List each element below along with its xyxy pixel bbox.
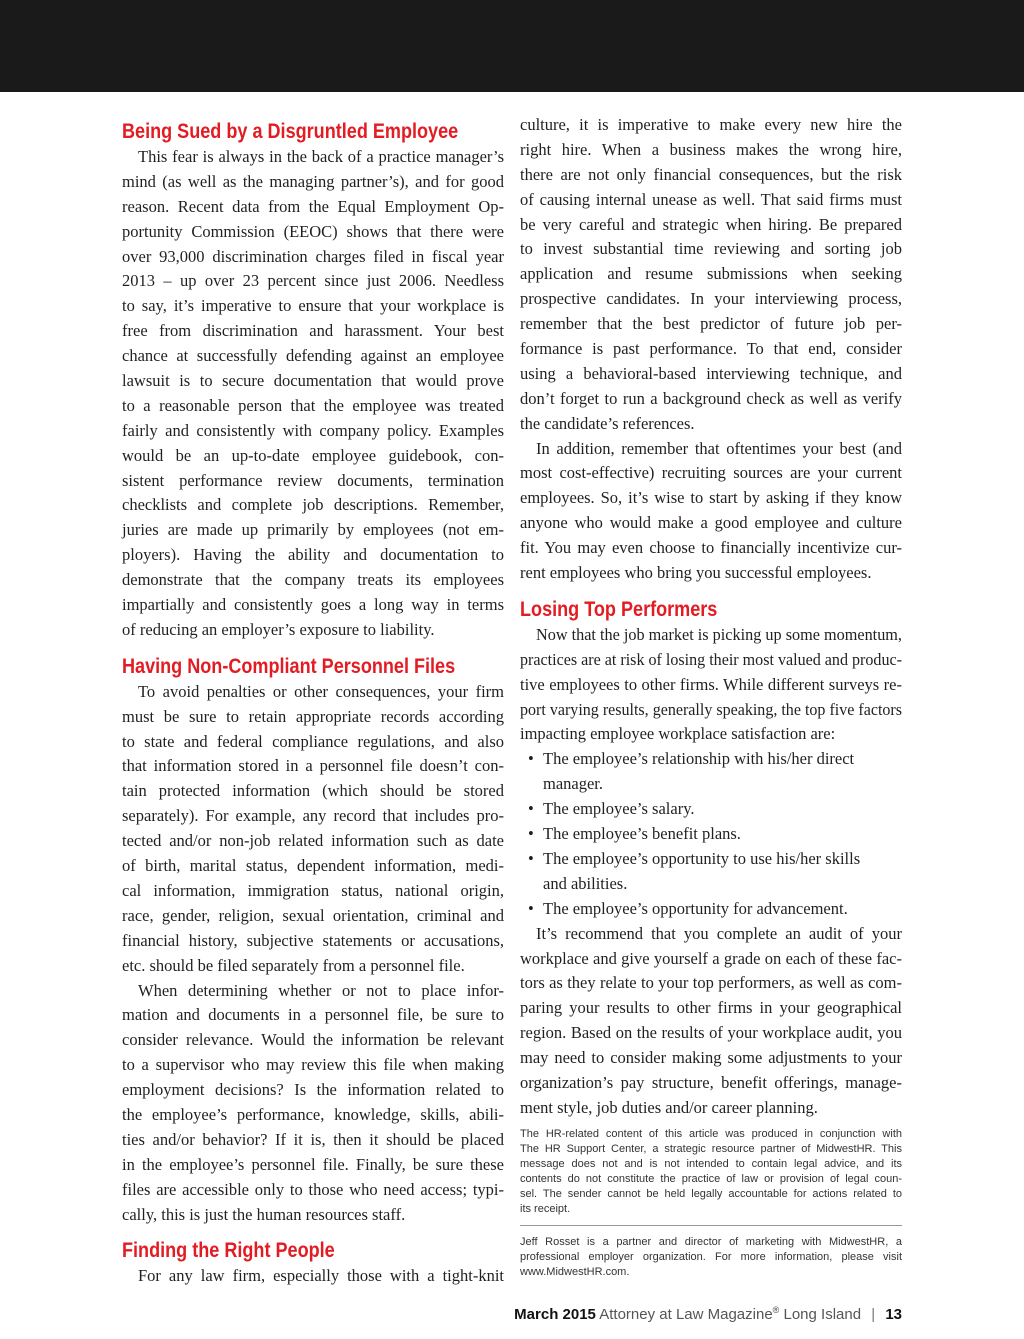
text-line [122,1153,504,1178]
text-line [520,1096,902,1121]
bullet-line-content: and abilities. [543,873,628,893]
text-line [520,461,902,486]
text-line [122,593,504,618]
text-line [122,319,504,344]
text-line-content: financial history, subjective statements or accusations, [122,930,504,950]
text-line-content: ployers). Having the ability and documentation to [122,545,504,565]
text-line-content: When determining whether or not to place infor- [138,980,504,1000]
text-line-content: chance at successfully defending against an employee [122,346,504,366]
bullet-item [520,847,902,897]
text-line-content: the employee’s performance, knowledge, skills, abili- [122,1104,504,1124]
bullet-list [520,747,902,921]
text-line [122,618,504,643]
text-line [122,1178,504,1203]
text-line-content: don’t forget to run a background check as well as verify [520,388,902,408]
text-line [520,971,902,996]
text-line [122,1078,504,1103]
paragraph [122,680,504,979]
bullet-icon: • [528,898,534,918]
paragraph [520,113,902,437]
text-line-content: tected and/or non-job related information such as date [122,831,504,851]
text-line [520,163,902,188]
text-line [122,680,504,705]
section-heading [122,654,504,680]
bullet-line [543,872,902,897]
text-line-content: mind (as well as the managing partner’s), and for good [122,171,504,191]
text-line [122,829,504,854]
text-line-content: tors as they relate to your top performers, as well as com- [520,973,902,993]
section-heading-text: Being Sued by a Disgruntled Employee [122,120,459,143]
small-text-content: Jeff Rosset is a partner and director of marketing with MidwestHR, a [520,1235,902,1248]
text-line [122,419,504,444]
text-line-content: formance is past performance. To that end, consider [520,339,902,359]
text-line [520,312,902,337]
small-text-line [520,1157,902,1172]
text-line [520,237,902,262]
text-line-content: workplace and give yourself a grade on each of these fac- [520,948,902,968]
text-line [122,518,504,543]
text-line-content: free from discrimination and harassment. Your best [122,321,504,341]
text-line-content: of reducing an employer’s exposure to liability. [122,619,435,639]
text-line [122,394,504,419]
text-line [520,486,902,511]
text-line-content: impartially and consistently goes a long way in terms [122,595,504,615]
text-line-content: cal information, immigration status, national origin, [122,880,504,900]
bullet-item [520,797,902,822]
text-line-content: would be an up-to-date employee guidebook, con- [122,445,504,465]
text-line-content: anyone who would make a good employee and culture [520,513,902,533]
text-line [520,362,902,387]
section-heading-text: Having Non-Compliant Personnel Files [122,654,456,678]
small-text-line [520,1142,902,1157]
text-line [122,444,504,469]
bullet-line [543,822,902,847]
text-line [520,673,902,698]
bullet-line-content: manager. [543,774,604,794]
paragraph [520,922,902,1121]
text-line [122,220,504,245]
text-line [122,294,504,319]
text-line-content: the candidate’s references. [520,413,695,433]
text-line [122,269,504,294]
text-line [122,344,504,369]
text-line [122,1203,504,1228]
text-line-content: To avoid penalties or other consequences, your firm [138,681,504,701]
text-line [520,412,902,437]
small-text-line [520,1172,902,1187]
footer-date: March 2015 [514,1306,596,1323]
text-line [520,996,902,1021]
text-line-content: application and resume submissions when seeking [520,264,902,284]
text-line [122,1028,504,1053]
text-line [520,188,902,213]
text-line [122,369,504,394]
bullet-item [520,822,902,847]
text-line [122,469,504,494]
text-line-content: tain protected information (which should be stored [122,781,504,801]
section-heading [520,597,902,623]
text-line [520,623,902,648]
text-line-content: most cost-effective) recruiting sources are your current [520,463,902,483]
text-line [122,493,504,518]
text-line-content: to invest substantial time reviewing and sorting job [520,239,902,259]
footer-edition: Long Island [783,1306,862,1323]
text-line [122,1128,504,1153]
text-line [122,979,504,1004]
bullet-line-content: The employee’s salary. [543,799,695,819]
bullet-item [520,747,902,797]
text-line-content: organization’s pay structure, benefit offerings, manage- [520,1072,902,1092]
text-line-content: in the employee’s personnel file. Finally, be sure these [122,1154,504,1174]
bullet-line [543,747,902,772]
text-line [122,568,504,593]
bullet-line [543,847,902,872]
text-line [520,511,902,536]
small-text-line [520,1265,902,1280]
bullet-item [520,897,902,922]
text-line-content: fairly and consistently with company policy. Examples [122,420,504,440]
text-line-content: For any law firm, especially those with a tight-knit [138,1266,504,1286]
text-line-content: prospective candidates. In your interviewing process, [520,289,902,309]
text-line-content: checklists and complete job descriptions. Remember, [122,495,504,515]
text-line-content: to a reasonable person that the employee was treated [122,395,504,415]
bullet-line-content: The employee’s opportunity to use his/her skills [543,848,861,868]
text-line-content: to state and federal compliance regulations, and also [122,731,504,751]
text-line-content: impacting employee workplace satisfaction are: [520,724,836,744]
small-text-content: its receipt. [520,1202,571,1215]
text-line-content: paring your results to other firms in your geographical [520,998,902,1018]
text-line-content: employment decisions? Is the information related to [122,1080,504,1100]
text-line-content: separately). For example, any record that includes pro- [122,806,504,826]
section-heading-text: Losing Top Performers [520,597,718,621]
text-line [122,1103,504,1128]
text-line [122,1264,504,1289]
footer-magazine: Attorney at Law Magazine [599,1306,773,1323]
text-line-content: remember that the best predictor of future job per- [520,314,902,334]
text-line [520,722,902,747]
text-line [520,947,902,972]
text-line-content: ties and/or behavior? If it is, then it should be placed [122,1129,504,1149]
text-line-content: reason. Recent data from the Equal Employment Op- [122,196,504,216]
bullet-line-content: The employee’s opportunity for advancement. [543,898,848,918]
right-column [520,113,902,1280]
text-line-content: consider relevance. Would the information be relevant [122,1030,504,1050]
text-line-content: cally, this is just the human resources staff. [122,1204,406,1224]
text-line [122,145,504,170]
text-line [520,1021,902,1046]
text-line [122,754,504,779]
text-line [520,287,902,312]
paragraph [122,979,504,1228]
text-line [122,170,504,195]
text-line [122,705,504,730]
text-line [520,922,902,947]
small-text-line [520,1127,902,1142]
text-line [520,536,902,561]
text-line [122,904,504,929]
small-text-content: professional employer organization. For more information, please visit [520,1250,902,1263]
text-line [122,245,504,270]
text-line-content: 2013 – up over 23 percent since just 2006. Needless [122,271,504,291]
text-line [520,138,902,163]
text-line [520,113,902,138]
text-line [122,879,504,904]
text-line [122,929,504,954]
small-text-content: www.MidwestHR.com. [520,1265,630,1278]
top-banner [0,0,1024,92]
text-line [122,543,504,568]
bullet-line-content: The employee’s benefit plans. [543,824,741,844]
footer-registered: ® [772,1305,780,1315]
text-line-content: mation and documents in a personnel file, be sure to [122,1005,504,1025]
text-line-content: may need to consider making some adjustments to your [520,1048,902,1068]
divider [520,1225,902,1226]
text-line [520,1071,902,1096]
small-text-content: sel. The sender cannot be held legally accountable for actions related to [520,1187,902,1200]
text-line-content: race, gender, religion, sexual orientation, criminal and [122,905,504,925]
bullet-icon: • [528,799,534,819]
text-line [122,779,504,804]
text-line [122,804,504,829]
text-line-content: port varying results, generally speaking, the top five factors [520,699,902,719]
text-line-content: files are accessible only to those who need access; typi- [122,1179,504,1199]
text-line-content: In addition, remember that oftentimes your best (and [536,438,902,458]
text-line [520,213,902,238]
text-line-content: employees. So, it’s wise to start by asking if they know [520,488,902,508]
small-text-content: The HR-related content of this article was produced in conjunction with [520,1127,902,1140]
text-line [122,1053,504,1078]
text-line [122,954,504,979]
text-line-content: region. Based on the results of your workplace audit, you [520,1023,902,1043]
text-line [520,698,902,723]
bullet-line [543,797,902,822]
text-line [122,1003,504,1028]
text-line-content: sistent performance review documents, termination [122,470,504,490]
page-footer [514,1305,902,1323]
text-line-content: of birth, marital status, dependent information, medi- [122,856,504,876]
small-text-content: The HR Support Center, a strategic resource partner of MidwestHR. This [520,1142,902,1155]
paragraph [122,145,504,643]
section-heading-text: Finding the Right People [122,1239,335,1263]
left-column [122,119,504,1289]
small-text-line [520,1202,902,1217]
section-heading [122,1238,504,1264]
text-line [520,561,902,586]
paragraph [122,1264,504,1289]
text-line-content: to say, it’s imperative to ensure that your workplace is [122,296,504,316]
text-line-content: etc. should be filed separately from a personnel file. [122,955,465,975]
small-text-content: message does not and is not intended to contain legal advice, and its [520,1157,902,1170]
small-text-content: contents do not constitute the practice of law or provision of legal coun- [520,1172,902,1185]
text-line-content: tive employees to other firms. While different surveys re- [520,674,902,694]
text-line-content: that information stored in a personnel file doesn’t con- [122,756,504,776]
text-line-content: must be sure to retain appropriate records according [122,706,504,726]
disclaimer [520,1127,902,1217]
text-line [122,854,504,879]
page-number: 13 [885,1306,902,1323]
text-line-content: demonstrate that the company treats its employees [122,570,504,590]
text-line [520,1046,902,1071]
text-line [520,387,902,412]
bullet-line [543,772,902,797]
bullet-line-content: The employee’s relationship with his/her direct [543,749,855,769]
text-line-content: fit. You may even choose to financially incentivize cur- [520,538,902,558]
bullet-icon: • [528,848,534,868]
bullet-icon: • [528,749,534,769]
bullet-line [543,897,902,922]
paragraph [520,623,902,747]
text-line [122,730,504,755]
text-line [520,262,902,287]
small-text-line [520,1250,902,1265]
text-line-content: This fear is always in the back of a practice manager’s [138,147,504,166]
text-line-content: there are not only financial consequences, but the risk [520,164,902,184]
text-line-content: be very careful and strategic when hiring. Be prepared [520,214,902,234]
paragraph [520,437,902,586]
text-line-content: ment style, job duties and/or career planning. [520,1097,818,1117]
text-line-content: lawsuit is to secure documentation that would prove [122,371,504,391]
bullet-icon: • [528,824,534,844]
text-line-content: practices are at risk of losing their most valued and produc- [520,649,902,669]
section-heading [122,119,504,145]
text-line-content: of causing internal unease as well. That said firms must [520,189,902,209]
text-line-content: juries are made up primarily by employees (not em- [122,520,504,540]
text-line [520,437,902,462]
text-line [122,195,504,220]
text-line [520,648,902,673]
text-line-content: to a supervisor who may review this file when making [122,1055,504,1075]
text-line-content: over 93,000 discrimination charges filed in fiscal year [122,246,504,266]
text-line [520,337,902,362]
text-line-content: using a behavioral-based interviewing technique, and [520,363,902,383]
footer-separator: | [871,1306,876,1323]
small-text-line [520,1187,902,1202]
text-line-content: right hire. When a business makes the wrong hire, [520,139,902,159]
text-line-content: portunity Commission (EEOC) shows that there were [122,221,504,241]
text-line-content: rent employees who bring you successful employees. [520,563,872,583]
text-line-content: culture, it is imperative to make every new hire the [520,115,902,134]
author-bio [520,1235,902,1280]
text-line-content: It’s recommend that you complete an audit of your [536,923,902,943]
text-line-content: Now that the job market is picking up some momentum, [536,624,902,644]
small-text-line [520,1235,902,1250]
